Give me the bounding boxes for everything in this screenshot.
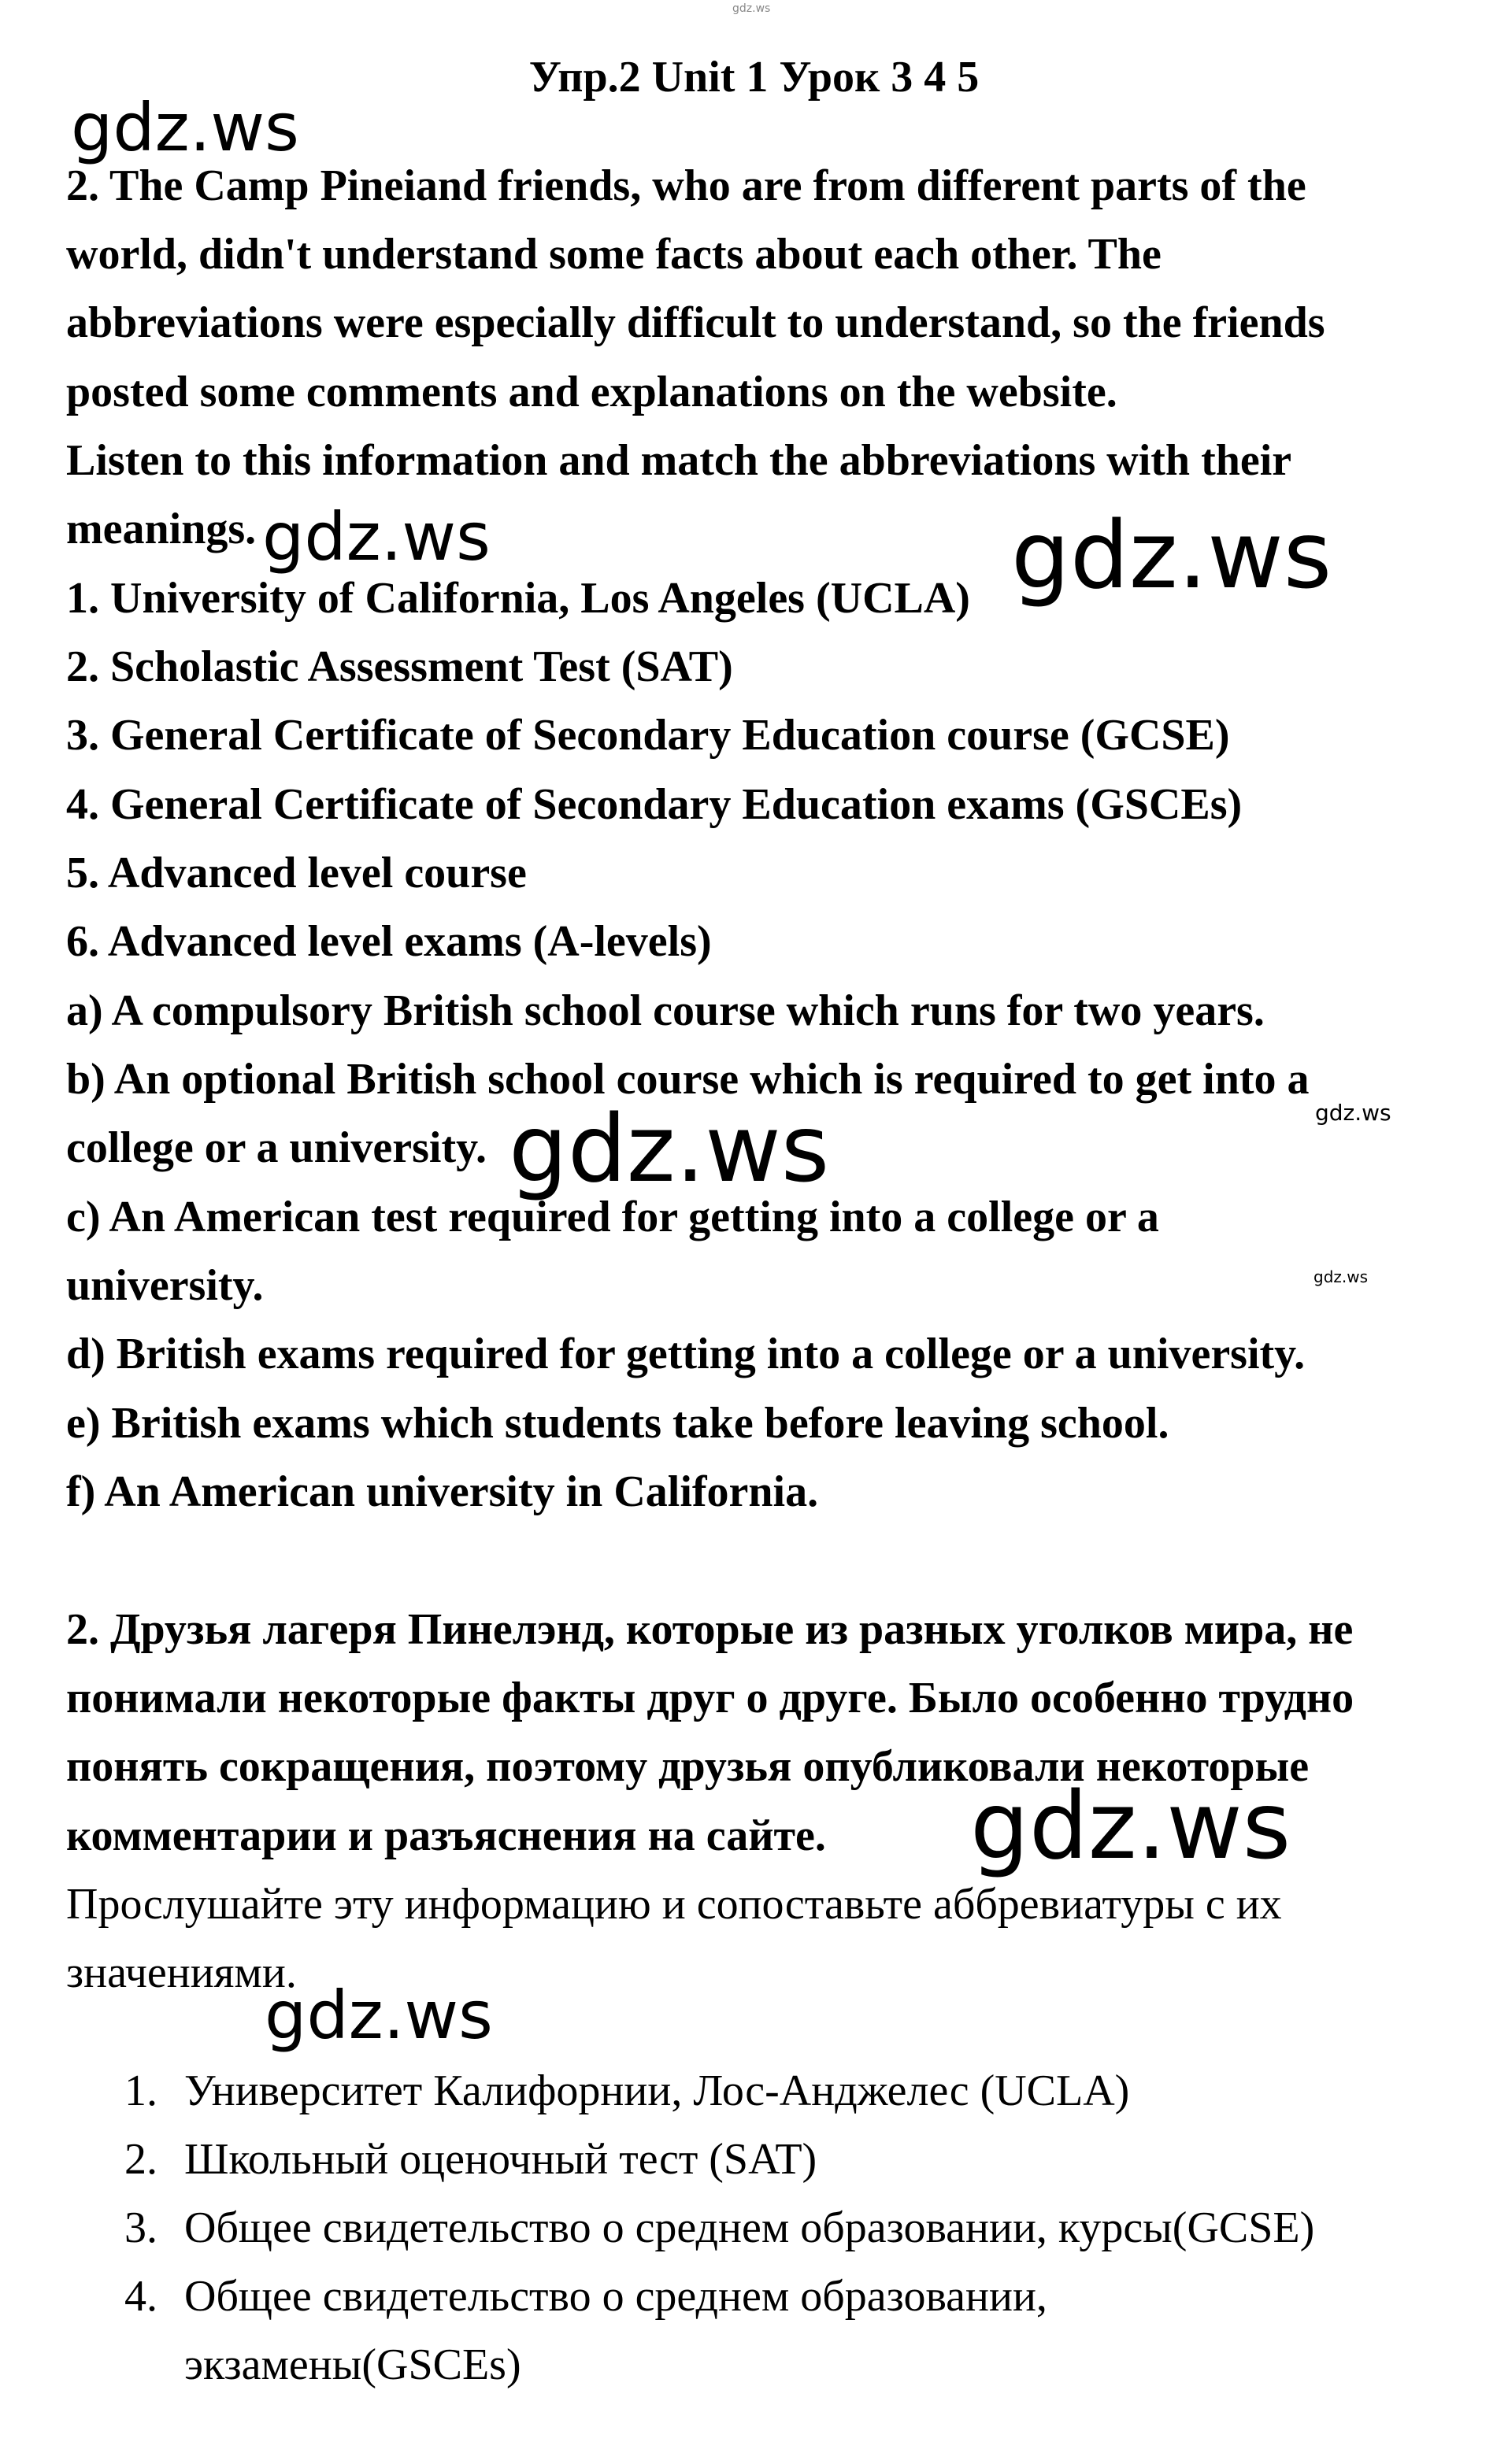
en-meaning: a) A compulsory British school course which runs for two years. <box>66 986 1265 1035</box>
watermark: gdz.ws <box>262 498 491 575</box>
ru-item-text: Школьный оценочный тест (SAT) <box>184 2135 817 2184</box>
watermark: gdz.ws <box>509 1094 830 1203</box>
en-item: 5. Advanced level course <box>66 849 527 897</box>
page-title: Упр.2 Unit 1 Урок 3 4 5 <box>528 53 980 102</box>
en-meaning: d) British exams required for getting into a college or a university. <box>66 1330 1306 1378</box>
watermark: gdz.ws <box>1313 1267 1369 1286</box>
watermark: gdz.ws <box>1011 501 1332 609</box>
ru-item-text: экзамены(GSCEs) <box>184 2340 521 2389</box>
en-item: 3. General Certificate of Secondary Education course (GCSE) <box>66 711 1230 760</box>
en-item: 6. Advanced level exams (A-levels) <box>66 917 712 966</box>
ru-item-number: 1. <box>124 2066 157 2115</box>
en-item: 1. University of California, Los Angeles (UCLA) <box>66 574 970 623</box>
ru-item-text: Университет Калифорнии, Лос-Анджелес (UCLA) <box>184 2066 1130 2115</box>
en-task-line: 2. The Camp Pineiand friends, who are from different parts of the <box>66 161 1306 210</box>
en-meaning: c) An American test required for getting into a college or a <box>66 1193 1159 1241</box>
en-meaning: college or a university. <box>66 1123 487 1172</box>
ru-item-number: 2. <box>124 2135 157 2184</box>
ru-task-line: комментарии и разъяснения на сайте. <box>66 1811 826 1860</box>
en-meaning: university. <box>66 1261 264 1310</box>
ru-item-number: 4. <box>124 2272 157 2321</box>
ru-item-text: Общее свидетельство о среднем образовании, <box>184 2272 1047 2321</box>
en-item: 4. General Certificate of Secondary Education exams (GSCEs) <box>66 780 1243 829</box>
watermark: gdz.ws <box>1315 1100 1391 1126</box>
en-task-line: meanings. <box>66 505 257 553</box>
ru-task-line: 2. Друзья лагеря Пинелэнд, которые из разных уголков мира, не <box>66 1605 1354 1654</box>
en-task-line: abbreviations were especially difficult to understand, so the friends <box>66 298 1325 347</box>
watermark: gdz.ws <box>265 1977 493 2054</box>
watermark: gdz.ws <box>71 89 299 166</box>
ru-task-line: понять сокращения, поэтому друзья опубликовали некоторые <box>66 1742 1310 1791</box>
en-meaning: f) An American university in California. <box>66 1467 819 1516</box>
ru-item-number: 3. <box>124 2203 157 2252</box>
ru-instruction-line: значениями. <box>66 1948 297 1997</box>
en-meaning: e) British exams which students take before leaving school. <box>66 1399 1169 1448</box>
en-item: 2. Scholastic Assessment Test (SAT) <box>66 642 733 691</box>
watermark: gdz.ws <box>970 1771 1291 1880</box>
en-task-line: posted some comments and explanations on the website. <box>66 368 1117 416</box>
ru-item-text: Общее свидетельство о среднем образовании, курсы(GCSE) <box>184 2203 1315 2252</box>
ru-task-line: понимали некоторые факты друг о друге. Было особенно трудно <box>66 1674 1354 1722</box>
ru-instruction-line: Прослушайте эту информацию и сопоставьте аббревиатуры с их <box>66 1880 1282 1929</box>
watermark-tiny: gdz.ws <box>732 2 771 15</box>
en-task-line: Listen to this information and match the abbreviations with their <box>66 436 1292 485</box>
en-meaning: b) An optional British school course which is required to get into a <box>66 1055 1310 1104</box>
en-task-line: world, didn't understand some facts about each other. The <box>66 230 1162 279</box>
